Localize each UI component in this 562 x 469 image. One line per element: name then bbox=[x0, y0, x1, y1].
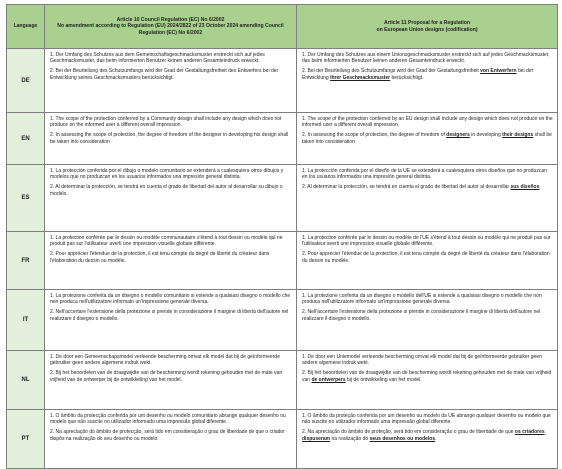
table-row bbox=[7, 410, 558, 469]
comparison-document bbox=[6, 4, 557, 469]
article-10-paragraph-1: 1. Der Umfang des Schutzes aus dem Gemeinschaftsgeschmacksmuster erstreckt sich auf jedes Geschmacksmuster, das beim informierten Benutzer keinen anderen Gesamteindruck erweckt. bbox=[50, 52, 265, 65]
article-11-paragraph-2 bbox=[302, 429, 553, 441]
paragraph-text: 2. Pour apprécier l'étendue de la protection, il est tenu compte du degré de liberté du créateur dans l'élaboration du dessin ou modèle. bbox=[302, 251, 550, 264]
article-11-cell bbox=[297, 351, 558, 410]
paragraph-text: 2. In assessing the scope of protection, the degree of freedom of bbox=[302, 132, 447, 139]
table-row bbox=[7, 351, 558, 410]
amended-text: their designs bbox=[502, 132, 534, 139]
article-11-paragraph-2 bbox=[302, 184, 553, 190]
article-11-paragraph-2 bbox=[302, 132, 553, 144]
article-10-subtitle: No amendment according to Regulation (EU) 2024/2822 of 23 October 2024 amending Council Regulation (EC) No 6/2002 bbox=[57, 23, 284, 36]
article-10-column-header bbox=[45, 5, 297, 49]
article-11-cell bbox=[297, 410, 558, 469]
article-11-paragraph-2 bbox=[302, 309, 553, 321]
article-10-cell bbox=[45, 232, 297, 290]
comparison-table bbox=[6, 4, 558, 469]
article-11-paragraph-2 bbox=[302, 370, 553, 382]
article-11-title: Article 11 Proposal for a Regulation bbox=[383, 20, 471, 27]
article-11-cell bbox=[297, 232, 558, 290]
article-10-cell bbox=[45, 113, 297, 165]
article-10-paragraph-2: 2. Na apreciação do âmbito de protecção, será tido em consideração o grau de liberdade de que o criador dispôs na realização do seu desenho ou modelo. bbox=[50, 429, 285, 442]
article-11-column-header bbox=[297, 5, 558, 49]
article-10-cell bbox=[45, 290, 297, 351]
amended-text: ihrer Geschmacksmuster bbox=[330, 74, 391, 81]
header-row bbox=[7, 5, 558, 49]
table-row bbox=[7, 49, 558, 113]
article-11-cell bbox=[297, 49, 558, 113]
article-10-paragraph-2: 2. Nell'accertare l'estensione della protezione si prende in considerazione il margine di libertà dell'autore nel realizzare il disegno o modello. bbox=[50, 309, 289, 322]
article-11-cell bbox=[297, 165, 558, 232]
language-code: ES bbox=[7, 165, 45, 232]
article-10-cell bbox=[45, 165, 297, 232]
language-column-header: Language bbox=[7, 5, 45, 49]
article-10-paragraph-1: 1. La protection conférée par le dessin ou modèle communautaire s'étend à tout dessin ou modèle qui ne produit pas sur l'utilisateur averti une impression visuelle globale différente. bbox=[50, 235, 283, 248]
language-code: NL bbox=[7, 351, 45, 410]
article-11-paragraph-1: 1. La protection conférée par le dessin ou modèle de l'UE s'étend à tout dessin ou modèle qui ne produit pas sur l'utilisateur averti une impression visuelle globale différente. bbox=[302, 235, 551, 248]
language-code: IT bbox=[7, 290, 45, 351]
paragraph-text: 2. Al determinar la protección, se tendrá en cuenta el grado de libertad del autor al desarrollar bbox=[302, 184, 511, 191]
language-code: DE bbox=[7, 49, 45, 113]
article-11-subtitle: on European Union designs (codification) bbox=[376, 26, 478, 33]
article-10-paragraph-1: 1. The scope of the protection conferred by a Community design shall include any design which does not produce on the informed user a different overall impression. bbox=[50, 116, 282, 129]
language-code: EN bbox=[7, 113, 45, 165]
amended-text: sus diseños bbox=[510, 184, 540, 191]
table-row bbox=[7, 232, 558, 290]
article-10-cell bbox=[45, 351, 297, 410]
article-11-paragraph-1: 1. De door een Uniemodel verleende bescherming omvat elk model dat bij de geïnformeerde gebruiker geen andere algemene indruk wekt. bbox=[302, 354, 542, 367]
amended-text: os criadores dispuseram bbox=[302, 429, 545, 442]
paragraph-text: shall be taken into consideration bbox=[302, 132, 552, 145]
article-10-paragraph-2: 2. Al determinar la protección, se tendrá en cuenta el grado de libertad del autor al desarrollar su dibujo o modelo. bbox=[50, 184, 283, 197]
article-11-paragraph-2 bbox=[302, 68, 553, 80]
article-11-paragraph-2 bbox=[302, 251, 553, 263]
paragraph-text: 2. Bij het beoordelen van de draagwijdte van de bescherming wordt rekening gehouden met de mate van vrijheid van bbox=[302, 370, 552, 383]
article-10-paragraph-1: 1. La protezione conferita da un disegno o modello comunitario si estende a qualsiasi disegno o modello che non produca nell'utilizzatore informato un'impressione generale diversa. bbox=[50, 293, 291, 306]
article-10-paragraph-2: 2. Pour apprécier l'étendue de la protection, il est tenu compte du degré de liberté du créateur dans l'élaboration du dessin ou modèle. bbox=[50, 251, 270, 264]
amended-text: von Entwerfern bbox=[480, 68, 517, 75]
article-11-paragraph-1: 1. The scope of the protection conferred by an EU design shall include any design which does not produce on the informed user a different overall impression. bbox=[302, 116, 553, 129]
amended-text: de ontwerpers bbox=[311, 376, 346, 383]
article-10-paragraph-1: 1. De door een Gemeenschapsmodel verleende bescherming omvat elk model dat bij de geïnformeerde gebruiker geen andere algemene indruk wekt. bbox=[50, 354, 280, 367]
table-row bbox=[7, 165, 558, 232]
article-11-cell bbox=[297, 113, 558, 165]
article-10-paragraph-2: 2. Bij het beoordelen van de draagwijdte van de bescherming wordt rekening gehouden met de mate van vrijheid van de ontwerper bij de ontwikkeling van het model. bbox=[50, 370, 283, 383]
article-11-paragraph-1: 1. O âmbito da proteção conferida por um desenho ou modelo da UE abrange qualquer desenho ou modelo que não suscite no utilizador informado uma impressão global diferente. bbox=[302, 413, 551, 426]
paragraph-text: na realização do bbox=[330, 435, 370, 442]
paragraph-text: . bbox=[435, 435, 437, 442]
paragraph-text: in developing bbox=[469, 132, 503, 139]
article-10-paragraph-2: 2. Bei der Beurteilung des Schutzumfangs wird der Grad der Gestaltungsfreiheit des Entwerfers bei der Entwicklung seines Geschmacksmusters berücksichtigt. bbox=[50, 68, 279, 81]
article-10-cell bbox=[45, 49, 297, 113]
article-11-paragraph-1: 1. La protezione conferita da un disegno o modello dell'UE si estende a qualsiasi disegno o modello che non produca nell'utilizzatore informato un'impressione generale diversa. bbox=[302, 293, 542, 306]
language-code: FR bbox=[7, 232, 45, 290]
article-10-paragraph-1: 1. O âmbito da protecção conferida por um desenho ou modelo comunitário abrange qualquer desenho ou modelo que não suscite no utilizador informado uma impressão global diferente. bbox=[50, 413, 286, 426]
paragraph-text: 2. Nell'accertare l'estensione della protezione si prende in considerazione il margine di libertà dell'autore nel realizzare il disegno o modello. bbox=[302, 309, 541, 322]
article-11-cell bbox=[297, 290, 558, 351]
article-11-paragraph-1: 1. Der Umfang des Schutzes aus einem Unionsgeschmacksmuster erstreckt sich auf jedes Geschmacksmuster, das beim informierten Benutzer keinen anderen Gesamteindruck erweckt. bbox=[302, 52, 550, 65]
paragraph-text: 2. Na apreciação do âmbito de proteção, será tido em consideração o grau de liberdade de que bbox=[302, 429, 515, 436]
article-10-cell bbox=[45, 410, 297, 469]
table-row bbox=[7, 290, 558, 351]
article-10-paragraph-2: 2. In assessing the scope of protection, the degree of freedom of the designer in developing his design shall be taken into consideration bbox=[50, 132, 289, 145]
paragraph-text: bei der Entwicklung bbox=[302, 68, 534, 81]
language-code: PT bbox=[7, 410, 45, 469]
article-10-paragraph-1: 1. La protección conferida por el dibujo o modelo comunitario se extenderá a cualesquiera otros dibujos y modelos que no produzcan en los usuarios informados una impresión general distinta. bbox=[50, 168, 284, 181]
table-row bbox=[7, 113, 558, 165]
amended-text: designers bbox=[446, 132, 470, 139]
paragraph-text: 2. Bei der Beurteilung des Schutzumfangs wird der Grad der Gestaltungsfreiheit bbox=[302, 68, 481, 75]
article-11-paragraph-1: 1. La protección conferida por el diseño de la UE se extenderá a cualesquiera otros diseños que no produzcan en los usuarios informados una impresión general distinta. bbox=[302, 168, 547, 181]
amended-text: seus desenhos ou modelos bbox=[369, 435, 436, 442]
paragraph-text: . bbox=[539, 184, 541, 191]
paragraph-text: berücksichtigt. bbox=[390, 74, 424, 81]
paragraph-text: bij de ontwikkeling van het model. bbox=[345, 376, 422, 383]
article-10-title: Article 10 Council Regulation (EC) No 6/2002 bbox=[116, 16, 225, 23]
